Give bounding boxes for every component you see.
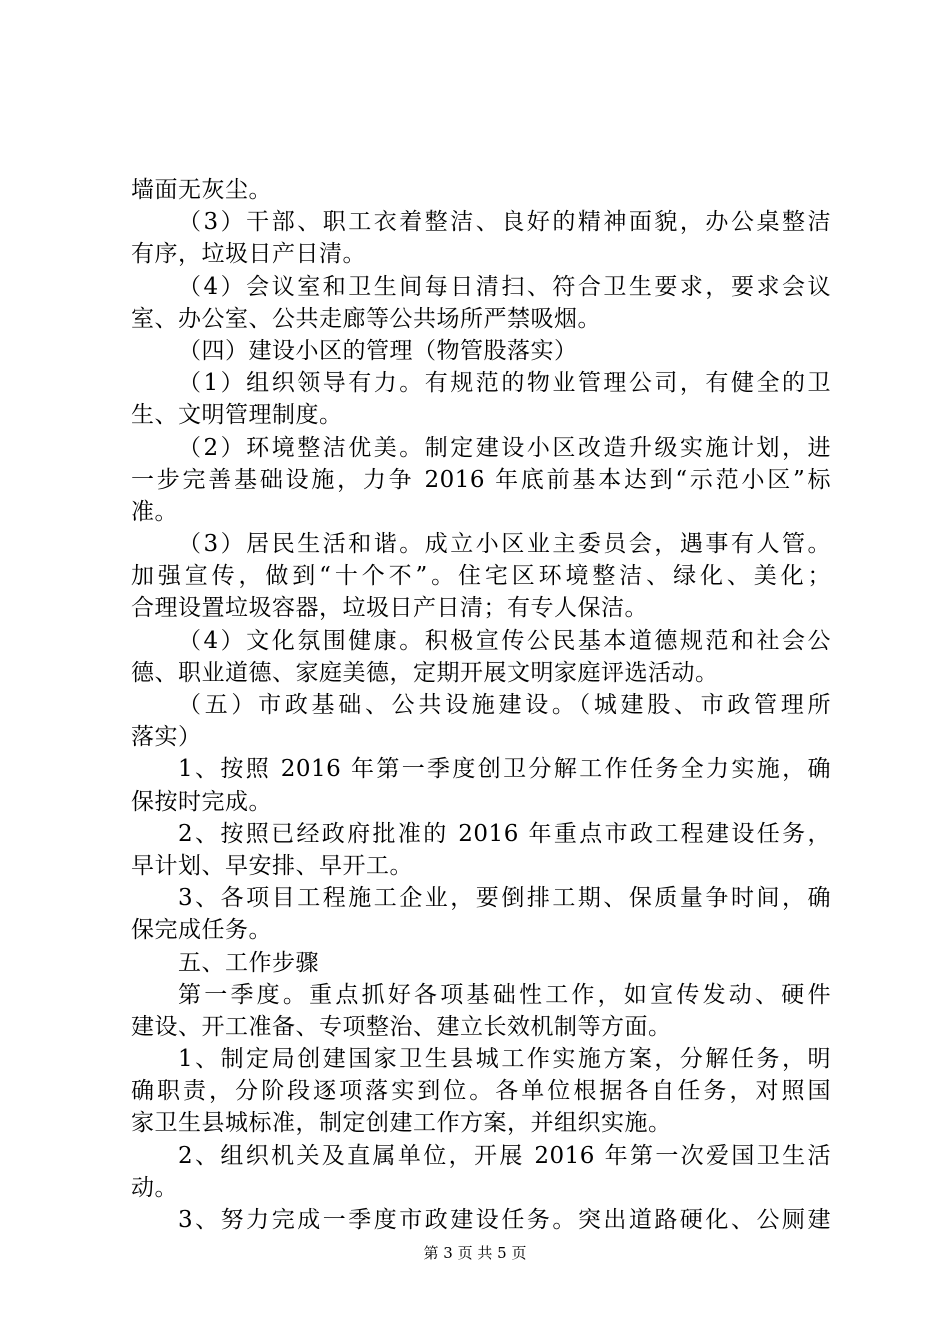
paragraph-line: （四）建设小区的管理（物管股落实） <box>178 337 578 364</box>
paragraph-line: 德、职业道德、家庭美德，定期开展文明家庭评选活动。 <box>131 659 719 686</box>
paragraph-line: 墙面无灰尘。 <box>131 177 272 203</box>
paragraph-line: 落实） <box>131 724 202 751</box>
paragraph-line: 一步完善基础设施，力争 2016 年底前基本达到“示范小区”标 <box>131 466 831 493</box>
paragraph-line: 建设、开工准备、专项整治、建立长效机制等方面。 <box>131 1013 672 1040</box>
document-body <box>131 174 831 1236</box>
paragraph-line: （4）会议室和卫生间每日清扫、符合卫生要求，要求会议 <box>178 273 831 300</box>
paragraph-line: 保完成任务。 <box>131 917 272 944</box>
paragraph-line: （4）文化氛围健康。积极宣传公民基本道德规范和社会公 <box>178 627 831 654</box>
paragraph-line: （1）组织领导有力。有规范的物业管理公司，有健全的卫 <box>178 370 831 397</box>
paragraph-line: 合理设置垃圾容器，垃圾日产日清；有专人保洁。 <box>131 595 648 622</box>
paragraph-line: 确职责，分阶段逐项落实到位。各单位根据各自任务，对照国 <box>131 1078 831 1105</box>
paragraph-line: （2）环境整洁优美。制定建设小区改造升级实施计划，进 <box>178 434 831 461</box>
paragraph-line: 动。 <box>131 1174 178 1201</box>
paragraph-line: 1、按照 2016 年第一季度创卫分解工作任务全力实施，确 <box>178 756 831 783</box>
paragraph-line: 第一季度。重点抓好各项基础性工作，如宣传发动、硬件 <box>178 981 831 1008</box>
paragraph-line: 家卫生县城标准，制定创建工作方案，并组织实施。 <box>131 1110 672 1137</box>
paragraph-line: 有序，垃圾日产日清。 <box>131 241 366 268</box>
paragraph-line: （3）居民生活和谐。成立小区业主委员会，遇事有人管。 <box>178 531 831 558</box>
paragraph-line: （五）市政基础、公共设施建设。（城建股、市政管理所 <box>178 692 831 718</box>
page-footer: 第 3 页 共 5 页 <box>423 1244 527 1262</box>
paragraph-line: 2、组织机关及直属单位，开展 2016 年第一次爱国卫生活 <box>178 1142 831 1169</box>
paragraph-line: 3、努力完成一季度市政建设任务。突出道路硬化、公厕建 <box>178 1207 831 1233</box>
paragraph-line: 五、工作步骤 <box>178 949 319 976</box>
paragraph-line: 2、按照已经政府批准的 2016 年重点市政工程建设任务， <box>178 820 831 847</box>
paragraph-line: 加强宣传，做到“十个不”。住宅区环境整洁、绿化、美化； <box>131 563 831 590</box>
paragraph-line: 保按时完成。 <box>131 788 272 815</box>
paragraph-line: （3）干部、职工衣着整洁、良好的精神面貌，办公桌整洁 <box>178 209 831 236</box>
paragraph-line: 1、制定局创建国家卫生县城工作实施方案，分解任务，明 <box>178 1046 831 1073</box>
paragraph-line: 生、文明管理制度。 <box>131 402 343 429</box>
paragraph-line: 准。 <box>131 498 178 525</box>
paragraph-line: 早计划、早安排、早开工。 <box>131 852 413 879</box>
paragraph-line: 室、办公室、公共走廊等公共场所严禁吸烟。 <box>131 305 601 332</box>
paragraph-line: 3、各项目工程施工企业，要倒排工期、保质量争时间，确 <box>178 885 831 912</box>
